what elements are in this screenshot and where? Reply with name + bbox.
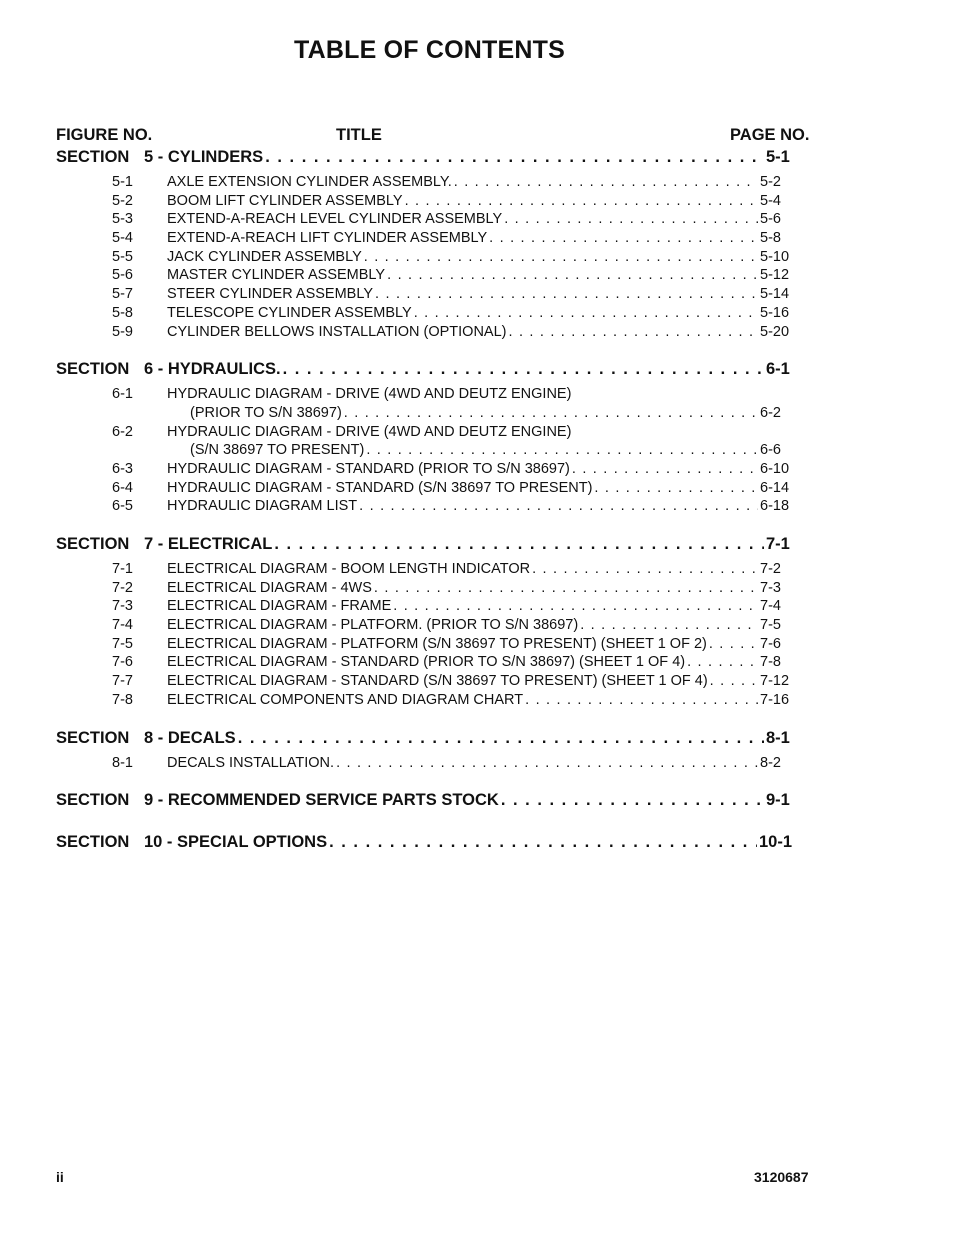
figure-entry[interactable] (56, 386, 792, 405)
section-word: SECTION (56, 791, 130, 810)
dot-leader (283, 360, 764, 379)
figure-number: 6-3 (112, 460, 133, 477)
dot-leader (387, 267, 758, 283)
figure-number: 5-3 (112, 211, 133, 228)
dot-leader (501, 791, 764, 810)
figure-number: 5-7 (112, 286, 133, 303)
figure-entry-continuation[interactable] (56, 405, 792, 424)
figure-title-continuation: (S/N 38697 TO PRESENT) (190, 442, 365, 459)
figure-page-number: 7-8 (760, 654, 781, 671)
dot-leader (532, 561, 758, 577)
dot-leader (504, 211, 758, 227)
figure-title: AXLE EXTENSION CYLINDER ASSEMBLY. (167, 174, 452, 190)
dot-leader (238, 729, 764, 748)
page-number: ii (56, 1169, 64, 1185)
dot-leader (687, 654, 758, 670)
section-page-number: 6-1 (766, 360, 790, 379)
dot-leader (525, 692, 758, 708)
figure-entry[interactable] (56, 580, 792, 599)
section-word: SECTION (56, 833, 130, 852)
figure-entry-continuation[interactable] (56, 442, 792, 461)
figure-list (56, 174, 792, 342)
dot-leader (594, 480, 758, 496)
figure-title: ELECTRICAL DIAGRAM - PLATFORM. (PRIOR TO S/N 38697) (167, 617, 579, 634)
figure-page-number: 6-2 (760, 404, 781, 421)
dot-leader (329, 833, 757, 852)
figure-entry[interactable] (56, 324, 792, 343)
figure-entry[interactable] (56, 305, 792, 324)
figure-entry[interactable] (56, 654, 792, 673)
figure-number: 6-4 (112, 479, 133, 496)
section-page-number: 8-1 (766, 728, 790, 747)
figure-entry[interactable] (56, 673, 792, 692)
section-title (56, 729, 236, 748)
figure-title: ELECTRICAL DIAGRAM - PLATFORM (S/N 38697 TO PRESENT) (SHEET 1 OF 2) (167, 635, 707, 652)
dot-leader (508, 324, 758, 340)
figure-entry[interactable] (56, 174, 792, 193)
figure-title: ELECTRICAL DIAGRAM - BOOM LENGTH INDICATOR (167, 561, 531, 577)
figure-number: 8-1 (112, 754, 133, 771)
figure-number: 5-5 (112, 248, 133, 265)
figure-entry[interactable] (56, 755, 792, 774)
dot-leader (364, 249, 758, 265)
figure-entry[interactable] (56, 267, 792, 286)
figure-number: 7-1 (112, 561, 133, 577)
section-title (56, 360, 281, 379)
figure-title: ELECTRICAL DIAGRAM - STANDARD (S/N 38697 TO PRESENT) (SHEET 1 OF 4) (167, 673, 708, 690)
figure-title: ELECTRICAL DIAGRAM - STANDARD (PRIOR TO S/N 38697) (SHEET 1 OF 4) (167, 654, 686, 671)
figure-page-number: 8-2 (760, 754, 781, 771)
figure-entry[interactable] (56, 286, 792, 305)
figure-number: 5-1 (112, 174, 133, 190)
figure-page-number: 5-10 (760, 248, 790, 265)
figure-number: 7-6 (112, 654, 133, 671)
figure-title: EXTEND-A-REACH LIFT CYLINDER ASSEMBLY (167, 230, 488, 247)
section-name: 8 - DECALS (144, 728, 236, 747)
toc-section (56, 729, 792, 774)
figure-entry[interactable] (56, 424, 792, 443)
figure-number: 6-5 (112, 498, 133, 515)
figure-page-number: 7-3 (760, 579, 781, 596)
figure-number: 5-9 (112, 323, 133, 340)
figure-number: 7-2 (112, 579, 133, 596)
dot-leader (414, 305, 758, 321)
section-heading[interactable] (56, 535, 792, 559)
dot-leader (709, 636, 758, 652)
section-title (56, 791, 499, 810)
dot-leader (375, 286, 758, 302)
figure-page-number: 6-18 (760, 498, 790, 515)
figure-title: ELECTRICAL DIAGRAM - FRAME (167, 598, 392, 615)
section-heading[interactable] (56, 791, 792, 815)
title-header: TITLE (336, 126, 382, 144)
dot-leader (274, 535, 764, 554)
figure-list (56, 561, 792, 711)
figure-entry[interactable] (56, 480, 792, 499)
figure-number: 5-2 (112, 192, 133, 209)
figure-entry[interactable] (56, 617, 792, 636)
figure-title: MASTER CYLINDER ASSEMBLY (167, 267, 386, 284)
figure-page-number: 5-2 (760, 174, 781, 190)
figure-title: HYDRAULIC DIAGRAM - STANDARD (PRIOR TO S/N 38697) (167, 460, 570, 477)
figure-entry[interactable] (56, 692, 792, 711)
figure-number: 7-5 (112, 635, 133, 652)
figure-entry[interactable] (56, 598, 792, 617)
toc-section (56, 535, 792, 711)
section-page-number: 7-1 (766, 535, 790, 553)
figure-entry[interactable] (56, 561, 792, 580)
figure-number: 6-2 (112, 423, 133, 440)
toc-section (56, 148, 792, 342)
section-title (56, 833, 327, 852)
figure-page-number: 7-12 (760, 673, 790, 690)
figure-page-number: 5-16 (760, 304, 790, 321)
figure-page-number: 5-6 (760, 211, 781, 228)
figure-number: 7-3 (112, 598, 133, 615)
figure-page-number: 7-16 (760, 691, 790, 708)
figure-page-number: 6-10 (760, 460, 790, 477)
section-name: 9 - RECOMMENDED SERVICE PARTS STOCK (144, 791, 499, 810)
figure-title: ELECTRICAL DIAGRAM - 4WS (167, 579, 372, 596)
figure-page-number: 7-6 (760, 635, 781, 652)
figure-no-header: FIGURE NO. (56, 126, 153, 144)
figure-number: 6-1 (112, 386, 133, 403)
dot-leader (580, 617, 758, 633)
section-title (56, 535, 272, 554)
figure-entry[interactable] (56, 461, 792, 480)
figure-page-number: 5-12 (760, 267, 790, 284)
figure-title: BOOM LIFT CYLINDER ASSEMBLY (167, 192, 403, 209)
section-page-number: 10-1 (758, 833, 792, 852)
section-title (56, 148, 263, 167)
figure-title: HYDRAULIC DIAGRAM - DRIVE (4WD AND DEUTZ ENGINE) (167, 386, 572, 403)
section-heading[interactable] (56, 360, 792, 384)
figure-title-continuation: (PRIOR TO S/N 38697) (190, 404, 342, 421)
figure-entry[interactable] (56, 211, 792, 230)
section-heading[interactable] (56, 729, 792, 753)
figure-page-number: 6-14 (760, 479, 790, 496)
figure-title: HYDRAULIC DIAGRAM LIST (167, 498, 358, 515)
section-page-number: 9-1 (766, 791, 790, 810)
dot-leader (710, 673, 758, 689)
figure-entry[interactable] (56, 230, 792, 249)
section-word: SECTION (56, 728, 130, 747)
section-word: SECTION (56, 360, 130, 379)
figure-title: CYLINDER BELLOWS INSTALLATION (OPTIONAL) (167, 323, 507, 340)
figure-title: HYDRAULIC DIAGRAM - DRIVE (4WD AND DEUTZ ENGINE) (167, 423, 572, 440)
figure-entry[interactable] (56, 636, 792, 655)
section-name: 10 - SPECIAL OPTIONS (144, 833, 328, 852)
figure-number: 5-4 (112, 230, 133, 247)
document-number: 3120687 (754, 1169, 809, 1185)
figure-title: HYDRAULIC DIAGRAM - STANDARD (S/N 38697 TO PRESENT) (167, 479, 593, 496)
figure-page-number: 7-5 (760, 617, 781, 634)
section-page-number: 5-1 (766, 148, 790, 166)
section-heading[interactable] (56, 833, 792, 857)
dot-leader (374, 580, 758, 596)
toc-list (56, 148, 792, 875)
page-no-header: PAGE NO. (730, 126, 810, 144)
figure-list (56, 386, 792, 517)
figure-page-number: 5-4 (760, 192, 781, 209)
section-heading[interactable] (56, 148, 792, 172)
figure-page-number: 6-6 (760, 442, 781, 459)
page-title: TABLE OF CONTENTS (294, 36, 565, 64)
figure-title: TELESCOPE CYLINDER ASSEMBLY (167, 304, 412, 321)
figure-page-number: 5-14 (760, 286, 790, 303)
dot-leader (405, 193, 758, 209)
dot-leader (344, 405, 758, 421)
dot-leader (265, 148, 764, 167)
toc-section (56, 791, 792, 815)
section-name: 7 - ELECTRICAL (144, 535, 273, 553)
section-name: 5 - CYLINDERS (144, 148, 264, 166)
dot-leader (572, 461, 758, 477)
figure-page-number: 7-4 (760, 598, 781, 615)
dot-leader (489, 230, 758, 246)
figure-title: STEER CYLINDER ASSEMBLY (167, 286, 374, 303)
figure-number: 5-6 (112, 267, 133, 284)
figure-title: JACK CYLINDER ASSEMBLY (167, 248, 362, 265)
section-name: 6 - HYDRAULICS. (144, 360, 281, 379)
dot-leader (454, 174, 758, 190)
figure-page-number: 7-2 (760, 561, 781, 577)
section-word: SECTION (56, 148, 130, 166)
figure-title: DECALS INSTALLATION. (167, 754, 335, 771)
dot-leader (366, 442, 758, 458)
dot-leader (336, 755, 758, 771)
figure-number: 7-7 (112, 673, 133, 690)
figure-entry[interactable] (56, 249, 792, 268)
figure-number: 5-8 (112, 304, 133, 321)
dot-leader (359, 498, 758, 514)
figure-number: 7-8 (112, 691, 133, 708)
figure-page-number: 5-20 (760, 323, 790, 340)
figure-title: ELECTRICAL COMPONENTS AND DIAGRAM CHART (167, 691, 524, 708)
figure-page-number: 5-8 (760, 230, 781, 247)
figure-entry[interactable] (56, 498, 792, 517)
figure-list (56, 755, 792, 774)
figure-number: 7-4 (112, 617, 133, 634)
dot-leader (393, 598, 758, 614)
section-word: SECTION (56, 535, 130, 553)
toc-section (56, 360, 792, 517)
figure-title: EXTEND-A-REACH LEVEL CYLINDER ASSEMBLY (167, 211, 503, 228)
figure-entry[interactable] (56, 193, 792, 212)
toc-section (56, 833, 792, 857)
